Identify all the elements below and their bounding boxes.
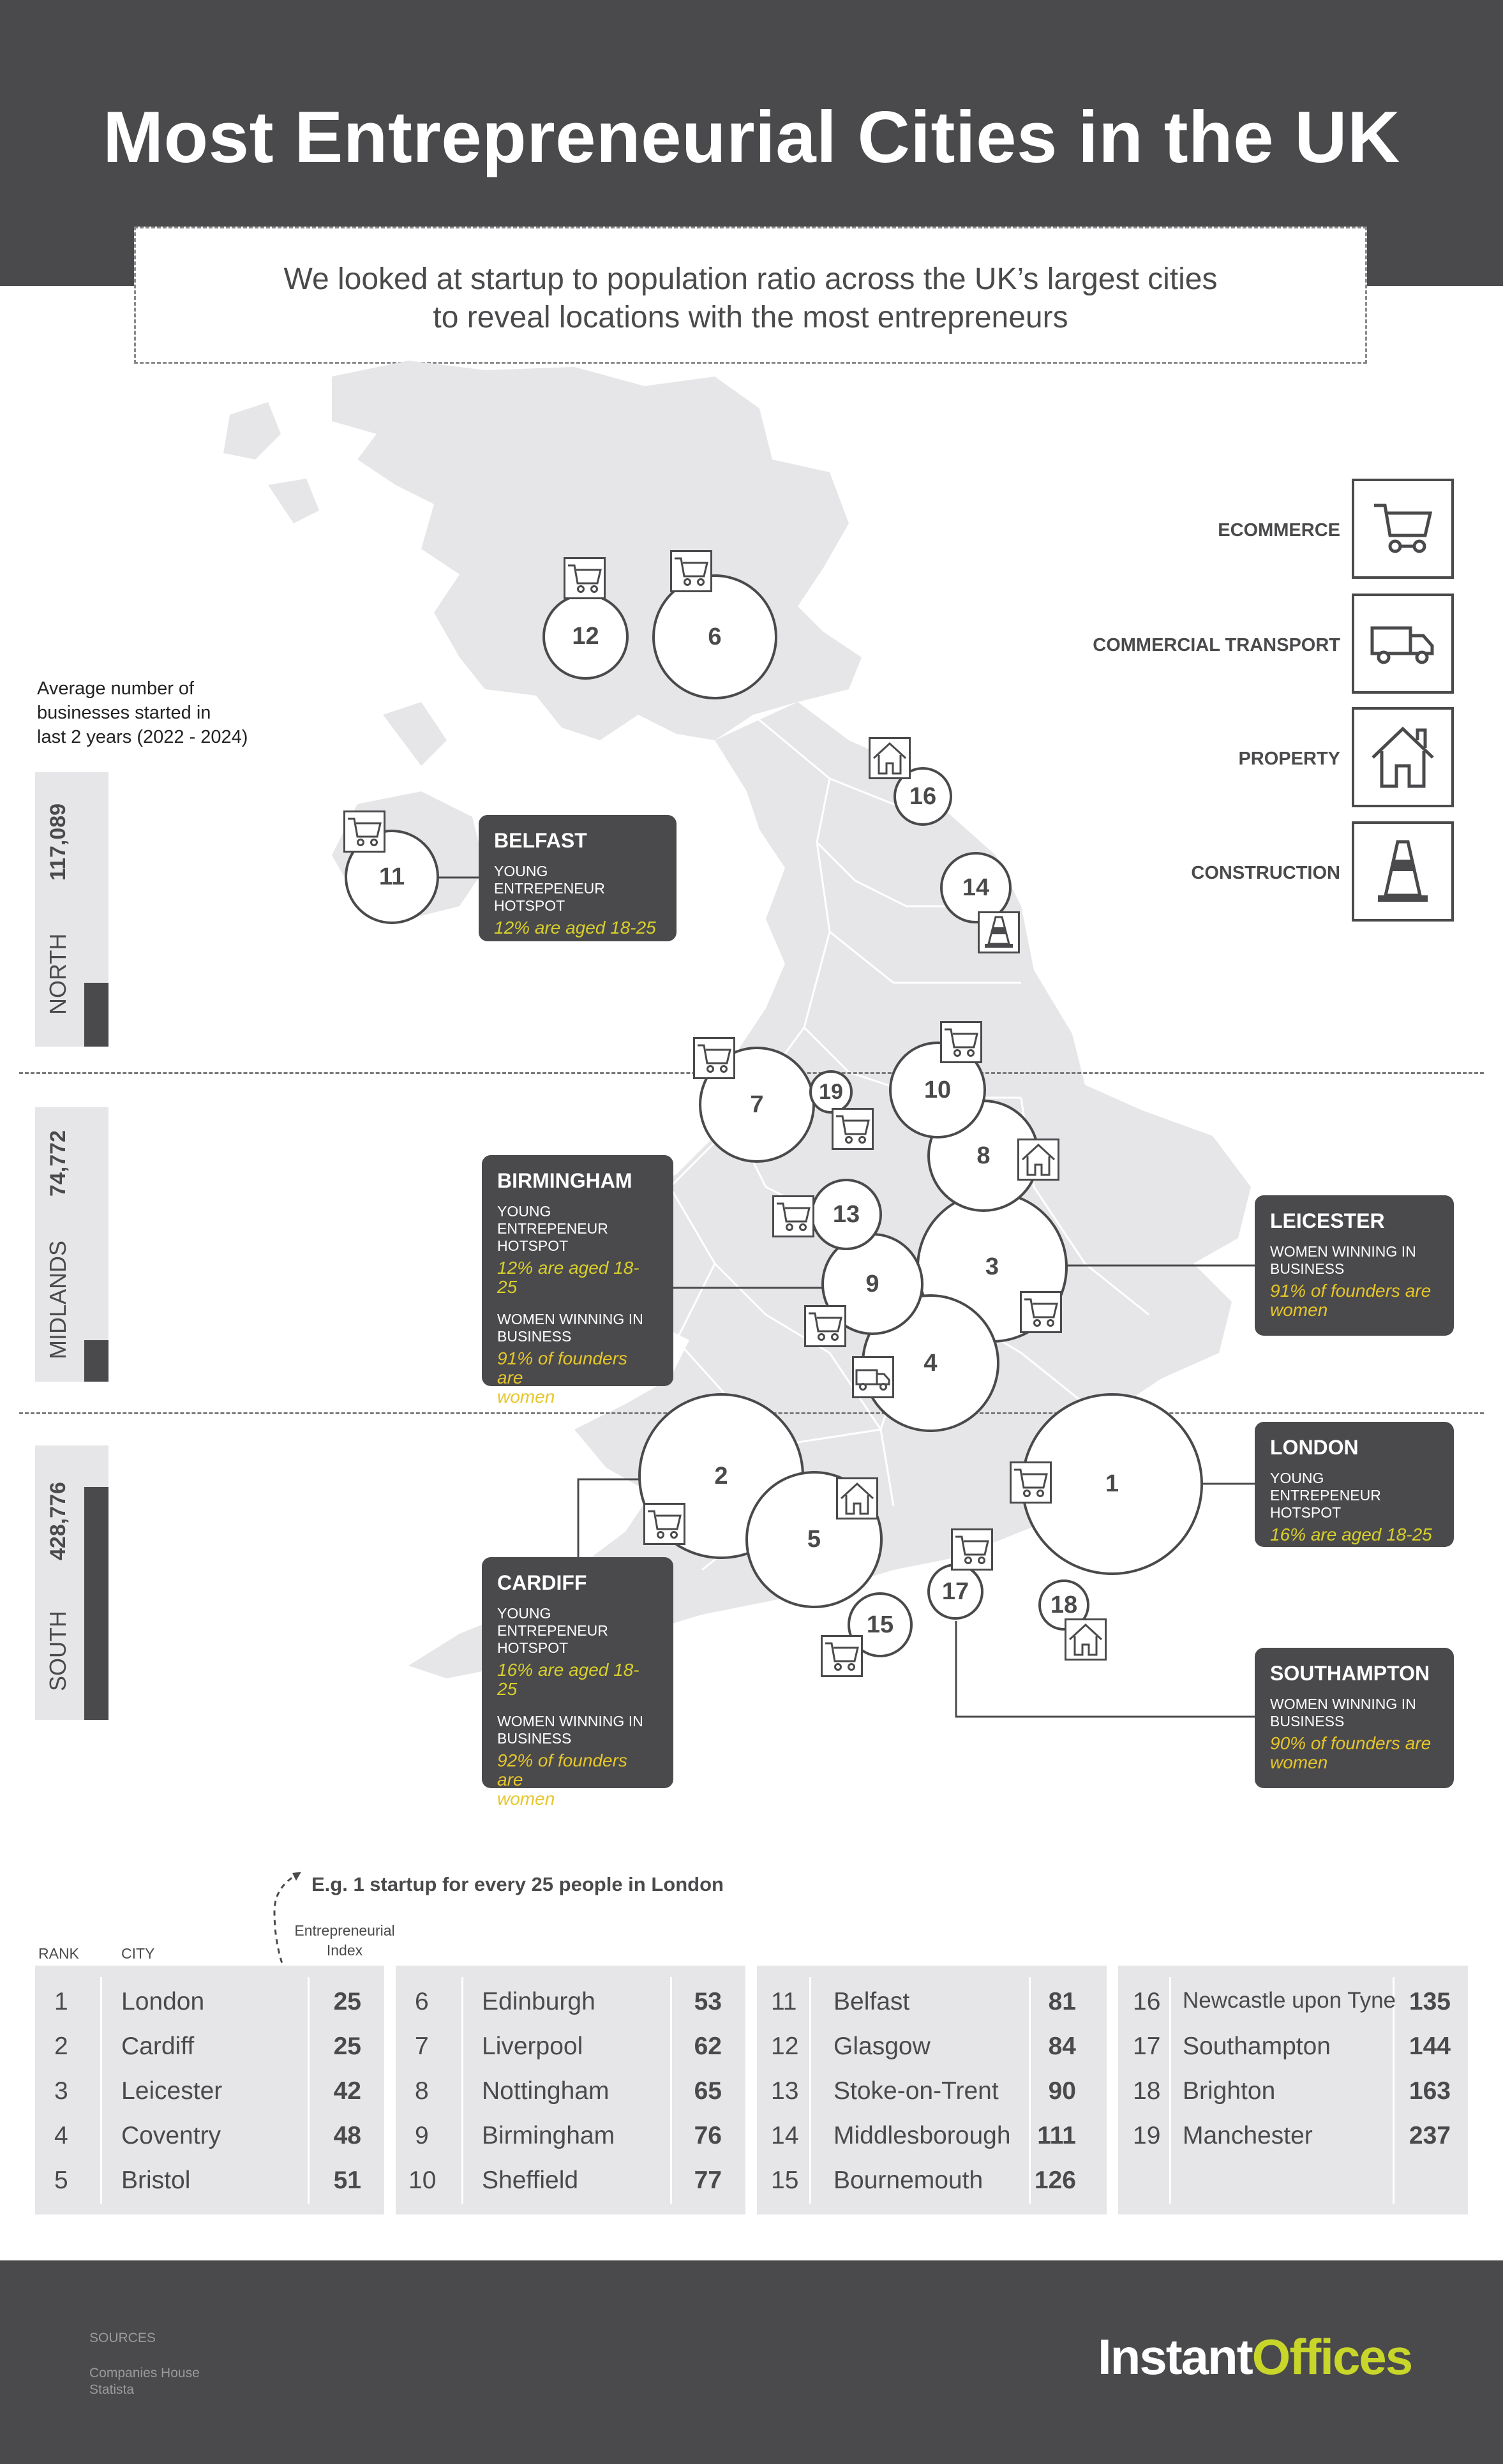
row-rank: 7 xyxy=(415,2033,429,2060)
row-rank: 10 xyxy=(408,2167,437,2194)
card-title: BELFAST xyxy=(494,829,587,852)
row-city: Stoke-on-Trent xyxy=(834,2077,999,2105)
row-rank: 3 xyxy=(54,2077,68,2105)
region-value-north: 117,089 xyxy=(46,803,70,881)
house-icon xyxy=(1066,1620,1105,1659)
row-index: 81 xyxy=(1048,1988,1076,2015)
cart-icon xyxy=(565,560,604,596)
legend-label-ecommerce: ECOMMERCE xyxy=(1218,520,1340,541)
card-title: BIRMINGHAM xyxy=(497,1169,632,1192)
table-example-note: E.g. 1 startup for every 25 people in London xyxy=(311,1873,724,1895)
traffic-cone-icon xyxy=(980,913,1018,952)
row-city: Belfast xyxy=(834,1988,910,2015)
cart-icon xyxy=(774,1198,812,1234)
row-index: 53 xyxy=(694,1988,722,2015)
city-circle-rank: 9 xyxy=(865,1270,879,1297)
row-rank: 5 xyxy=(54,2167,68,2194)
table-separator xyxy=(809,1977,811,2204)
row-rank: 1 xyxy=(54,1988,68,2015)
city-circle-rank: 17 xyxy=(941,1578,969,1605)
card-label: WOMEN WINNING IN xyxy=(1270,1243,1416,1260)
city-circle-17[interactable] xyxy=(927,1564,983,1620)
city-circle-rank: 12 xyxy=(572,623,599,650)
table-separator xyxy=(100,1977,102,2204)
card-label: BUSINESS xyxy=(1270,1260,1345,1277)
card-stat-line: women xyxy=(497,1387,555,1407)
card-birmingham xyxy=(482,1155,673,1407)
card-southampton xyxy=(1255,1648,1454,1788)
card-stat-line: 92% of founders are xyxy=(497,1751,627,1789)
row-rank: 9 xyxy=(415,2122,429,2149)
row-city: Nottingham xyxy=(482,2077,609,2105)
card-cardiff xyxy=(482,1557,673,1809)
badge-cart-15 xyxy=(821,1635,863,1677)
row-rank: 16 xyxy=(1133,1988,1161,2015)
sources-label: SOURCES xyxy=(89,2331,156,2345)
city-circle-rank: 1 xyxy=(1105,1470,1119,1497)
row-rank: 2 xyxy=(54,2033,68,2060)
house-icon xyxy=(871,739,909,777)
row-rank: 4 xyxy=(54,2122,68,2149)
card-stat: 16% are aged 18-25 xyxy=(497,1660,639,1699)
badge-cart-13 xyxy=(772,1195,814,1237)
badge-cart-11 xyxy=(343,810,385,853)
badge-cart-6 xyxy=(670,550,712,592)
row-city: Coventry xyxy=(121,2122,221,2149)
badge-house-16 xyxy=(869,737,911,779)
cart-icon xyxy=(695,1040,733,1076)
city-circle-rank: 10 xyxy=(923,1076,952,1103)
cart-icon xyxy=(834,1111,872,1147)
row-rank: 8 xyxy=(415,2077,429,2105)
city-circle-rank: 8 xyxy=(976,1142,991,1169)
badge-house-18 xyxy=(1065,1618,1107,1661)
badge-cart-7 xyxy=(693,1037,735,1079)
city-circle-rank: 4 xyxy=(923,1349,938,1377)
row-city: Brighton xyxy=(1183,2077,1276,2105)
intro-line-1: We looked at startup to population ratio across the UK’s largest cities xyxy=(283,262,1218,296)
row-city: Bournemouth xyxy=(834,2167,983,2194)
badge-cone-14 xyxy=(978,911,1020,953)
row-index: 84 xyxy=(1048,2033,1076,2060)
row-index: 111 xyxy=(1037,2122,1076,2149)
card-label: YOUNG ENTREPENEUR xyxy=(497,1203,608,1237)
row-index: 237 xyxy=(1409,2122,1451,2149)
legend-label-property: PROPERTY xyxy=(1238,749,1340,769)
card-stat: 12% are aged 18-25 xyxy=(497,1258,639,1297)
regions-caption-line-1: Average number of xyxy=(37,678,195,699)
card-label: BUSINESS xyxy=(497,1328,572,1345)
card-stat: 16% are aged 18-25 xyxy=(1270,1525,1432,1544)
region-value-south: 428,776 xyxy=(46,1482,70,1560)
cart-icon xyxy=(823,1638,861,1674)
card-label: WOMEN WINNING IN xyxy=(1270,1696,1416,1712)
row-index: 25 xyxy=(333,1988,361,2015)
cart-icon xyxy=(1012,1465,1050,1500)
card-stat xyxy=(497,1349,658,1407)
row-city: Manchester xyxy=(1183,2122,1313,2149)
card-label: BUSINESS xyxy=(497,1730,572,1747)
row-city: Glasgow xyxy=(834,2033,931,2060)
card-label: YOUNG ENTREPENEUR xyxy=(494,863,605,897)
city-circle-6[interactable] xyxy=(652,574,777,699)
badge-house-8 xyxy=(1017,1139,1059,1181)
page-title: Most Entrepreneurial Cities in the UK xyxy=(103,97,1400,178)
card-label: HOTSPOT xyxy=(497,1237,569,1254)
row-city: Southampton xyxy=(1183,2033,1331,2060)
row-city: Bristol xyxy=(121,2167,191,2194)
region-name-north: NORTH xyxy=(45,933,71,1015)
city-circle-rank: 13 xyxy=(832,1200,860,1228)
city-circle-rank: 3 xyxy=(985,1253,999,1280)
row-index: 163 xyxy=(1409,2077,1451,2105)
badge-house-5 xyxy=(836,1477,878,1519)
city-circle-rank: 14 xyxy=(962,874,990,901)
row-index: 135 xyxy=(1409,1988,1451,2015)
row-city: London xyxy=(121,1988,205,2015)
card-label: YOUNG ENTREPENEUR xyxy=(497,1605,608,1639)
row-city: Sheffield xyxy=(482,2167,579,2194)
row-rank: 19 xyxy=(1133,2122,1161,2149)
city-circle-13[interactable] xyxy=(811,1179,882,1250)
source-item: Companies House xyxy=(89,2366,200,2380)
sources-list xyxy=(89,2365,200,2398)
row-city: Cardiff xyxy=(121,2033,195,2060)
card-stat-line: women xyxy=(497,1789,555,1809)
card-label: BUSINESS xyxy=(1270,1713,1345,1729)
city-circle-rank: 16 xyxy=(909,782,937,810)
row-index: 65 xyxy=(694,2077,722,2105)
badge-cart-17 xyxy=(951,1528,993,1571)
row-index: 90 xyxy=(1048,2077,1076,2105)
row-rank: 15 xyxy=(771,2167,799,2194)
table-separator xyxy=(461,1977,463,2204)
row-index: 77 xyxy=(694,2167,722,2194)
card-leicester xyxy=(1255,1195,1454,1336)
row-rank: 17 xyxy=(1133,2033,1161,2060)
row-city: Newcastle upon Tyne xyxy=(1183,1988,1396,2013)
city-circle-rank: 2 xyxy=(714,1462,728,1490)
row-city: Leicester xyxy=(121,2077,223,2105)
row-index: 144 xyxy=(1409,2033,1451,2060)
row-index: 42 xyxy=(333,2077,361,2105)
table-separator xyxy=(1169,1977,1171,2204)
cart-icon xyxy=(645,1506,684,1542)
row-index: 62 xyxy=(694,2033,722,2060)
row-rank: 12 xyxy=(771,2033,799,2060)
city-circle-rank: 18 xyxy=(1050,1591,1078,1618)
region-name-midlands: MIDLANDS xyxy=(45,1240,71,1359)
card-stat-line: women xyxy=(1270,1752,1328,1772)
row-index: 126 xyxy=(1034,2167,1076,2194)
row-index: 25 xyxy=(333,2033,361,2060)
badge-cart-2 xyxy=(643,1503,685,1545)
row-city: Middlesborough xyxy=(834,2122,1011,2149)
card-stat xyxy=(1270,1734,1439,1772)
logo-part-instant: Instant xyxy=(1098,2329,1252,2385)
card-stat-line: 91% of founders are xyxy=(1270,1281,1432,1301)
card-title: CARDIFF xyxy=(497,1571,587,1594)
row-rank: 6 xyxy=(415,1988,429,2015)
city-circle-19[interactable] xyxy=(809,1070,853,1114)
city-circle-rank: 7 xyxy=(750,1091,764,1118)
cart-icon xyxy=(953,1532,991,1567)
row-city: Edinburgh xyxy=(482,1988,595,2015)
card-label: HOTSPOT xyxy=(497,1639,569,1656)
city-circle-12[interactable] xyxy=(542,594,629,680)
col-header-index xyxy=(294,1921,396,1960)
card-stat xyxy=(497,1751,658,1809)
row-index: 76 xyxy=(694,2122,722,2149)
card-stat-line: 90% of founders are xyxy=(1270,1733,1432,1753)
badge-truck-4 xyxy=(852,1356,894,1398)
card-title: SOUTHAMPTON xyxy=(1270,1662,1430,1685)
card-label: YOUNG ENTREPENEUR xyxy=(1270,1470,1381,1504)
legend-label-transport: COMMERCIAL TRANSPORT xyxy=(1093,635,1340,655)
city-circle-rank: 19 xyxy=(819,1079,843,1104)
regions-caption-line-2: businesses started in xyxy=(37,703,211,723)
row-rank: 14 xyxy=(771,2122,799,2149)
badge-cart-9 xyxy=(804,1305,846,1347)
badge-cart-3 xyxy=(1020,1291,1062,1333)
cart-icon xyxy=(1022,1294,1060,1330)
city-circle-rank: 5 xyxy=(807,1526,821,1553)
card-belfast xyxy=(479,815,677,941)
city-circle-rank: 15 xyxy=(866,1611,894,1638)
card-label: HOTSPOT xyxy=(494,897,565,914)
cart-icon xyxy=(345,814,384,849)
card-stat xyxy=(1270,1281,1439,1320)
row-index: 51 xyxy=(333,2167,361,2194)
col-header-rank: RANK xyxy=(38,1945,79,1962)
card-label: HOTSPOT xyxy=(1270,1504,1342,1521)
cart-icon xyxy=(672,553,710,589)
truck-icon xyxy=(854,1361,892,1393)
col-header-city: CITY xyxy=(121,1945,155,1962)
source-item: Statista xyxy=(89,2382,135,2397)
row-index: 48 xyxy=(333,2122,361,2149)
instant-offices-logo[interactable] xyxy=(1098,2328,1412,2386)
badge-cart-1 xyxy=(1010,1461,1052,1504)
badge-cart-19 xyxy=(832,1108,874,1150)
col-header-index-line-2: Index xyxy=(326,1942,363,1959)
card-london xyxy=(1255,1422,1454,1547)
logo-part-offices: Offices xyxy=(1252,2329,1412,2385)
city-circle-rank: 11 xyxy=(378,863,405,890)
region-name-south: SOUTH xyxy=(45,1611,71,1691)
badge-cart-12 xyxy=(564,557,606,599)
card-stat-line: 91% of founders are xyxy=(497,1348,627,1387)
legend-label-construction: CONSTRUCTION xyxy=(1191,863,1340,883)
row-city: Liverpool xyxy=(482,2033,583,2060)
card-stat-line: women xyxy=(1270,1300,1328,1320)
row-rank: 11 xyxy=(771,1988,797,2015)
card-title: LONDON xyxy=(1270,1436,1359,1459)
intro-line-2: to reveal locations with the most entrepreneurs xyxy=(433,301,1068,334)
card-stat: 12% are aged 18-25 xyxy=(494,918,656,937)
badge-cart-10 xyxy=(940,1021,982,1063)
card-title: LEICESTER xyxy=(1270,1209,1385,1232)
house-icon xyxy=(838,1479,876,1518)
row-rank: 18 xyxy=(1133,2077,1161,2105)
city-circle-rank: 6 xyxy=(708,623,722,650)
card-label: WOMEN WINNING IN xyxy=(497,1713,643,1729)
regions-caption-line-3: last 2 years (2022 - 2024) xyxy=(37,727,248,747)
cart-icon xyxy=(806,1308,844,1344)
house-icon xyxy=(1019,1140,1058,1179)
row-rank: 13 xyxy=(771,2077,799,2105)
region-value-midlands: 74,772 xyxy=(46,1130,70,1197)
card-label: WOMEN WINNING IN xyxy=(497,1311,643,1327)
col-header-index-line-1: Entrepreneurial xyxy=(294,1922,395,1939)
cart-icon xyxy=(942,1024,980,1060)
row-city: Birmingham xyxy=(482,2122,615,2149)
